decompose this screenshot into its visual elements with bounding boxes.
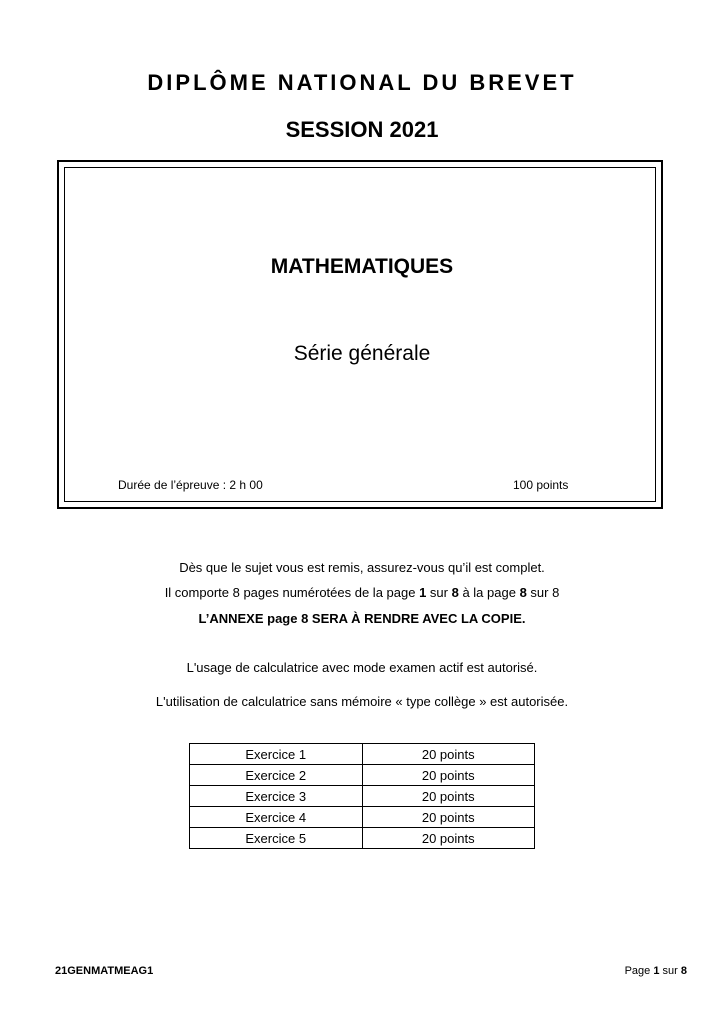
page-number [625, 965, 687, 977]
exercise-points: 20 points [362, 786, 535, 807]
instruction-annex: L’ANNEXE page 8 SERA À RENDRE AVEC LA COPIE. [198, 611, 526, 626]
exercise-points: 20 points [362, 744, 535, 765]
page-count-text-e: à la page [458, 585, 520, 600]
exam-duration: Durée de l’épreuve : 2 h 00 [118, 478, 263, 492]
page-count-text-a: Il comporte 8 pages numérotées de la page [164, 585, 420, 600]
table-row [190, 744, 535, 765]
page-count-start-total: 8 [451, 585, 459, 600]
exercise-points: 20 points [362, 828, 535, 849]
table-row [190, 765, 535, 786]
table-row [190, 828, 535, 849]
page-prefix: Page [624, 965, 654, 977]
title-box-inner-border [64, 167, 656, 502]
total-points: 100 points [513, 478, 569, 492]
exercise-name: Exercice 4 [190, 807, 363, 828]
exercise-points: 20 points [362, 807, 535, 828]
exercise-points: 20 points [362, 765, 535, 786]
table-row [190, 786, 535, 807]
exercise-points-table [189, 743, 535, 849]
table-row [190, 807, 535, 828]
exercise-name: Exercice 3 [190, 786, 363, 807]
instruction-calculator-college: L'utilisation de calculatrice sans mémoire « type collège » est autorisée. [155, 694, 569, 709]
session-heading: SESSION 2021 [285, 117, 439, 142]
exercise-name: Exercice 2 [190, 765, 363, 786]
page-count-text-c: sur [426, 585, 452, 600]
page-count-start-page: 1 [419, 585, 427, 600]
subject-code: 21GENMATMEAG1 [55, 965, 154, 977]
page-separator: sur [659, 965, 681, 977]
total-pages: 8 [680, 965, 687, 977]
serie-label: Série générale [293, 342, 431, 365]
subject-title: MATHEMATIQUES [270, 255, 454, 278]
page-count-text-g: sur 8 [526, 585, 560, 600]
instruction-calculator-exam-mode: L'usage de calculatrice avec mode examen actif est autorisé. [186, 660, 538, 675]
exercise-name: Exercice 5 [190, 828, 363, 849]
document-title: DIPLÔME NATIONAL DU BREVET [147, 70, 577, 95]
current-page: 1 [653, 965, 660, 977]
exercise-name: Exercice 1 [190, 744, 363, 765]
instruction-complete-check: Dès que le sujet vous est remis, assurez-vous qu’il est complet. [179, 560, 545, 575]
instruction-page-count [0, 585, 724, 600]
page-count-end-page: 8 [519, 585, 527, 600]
